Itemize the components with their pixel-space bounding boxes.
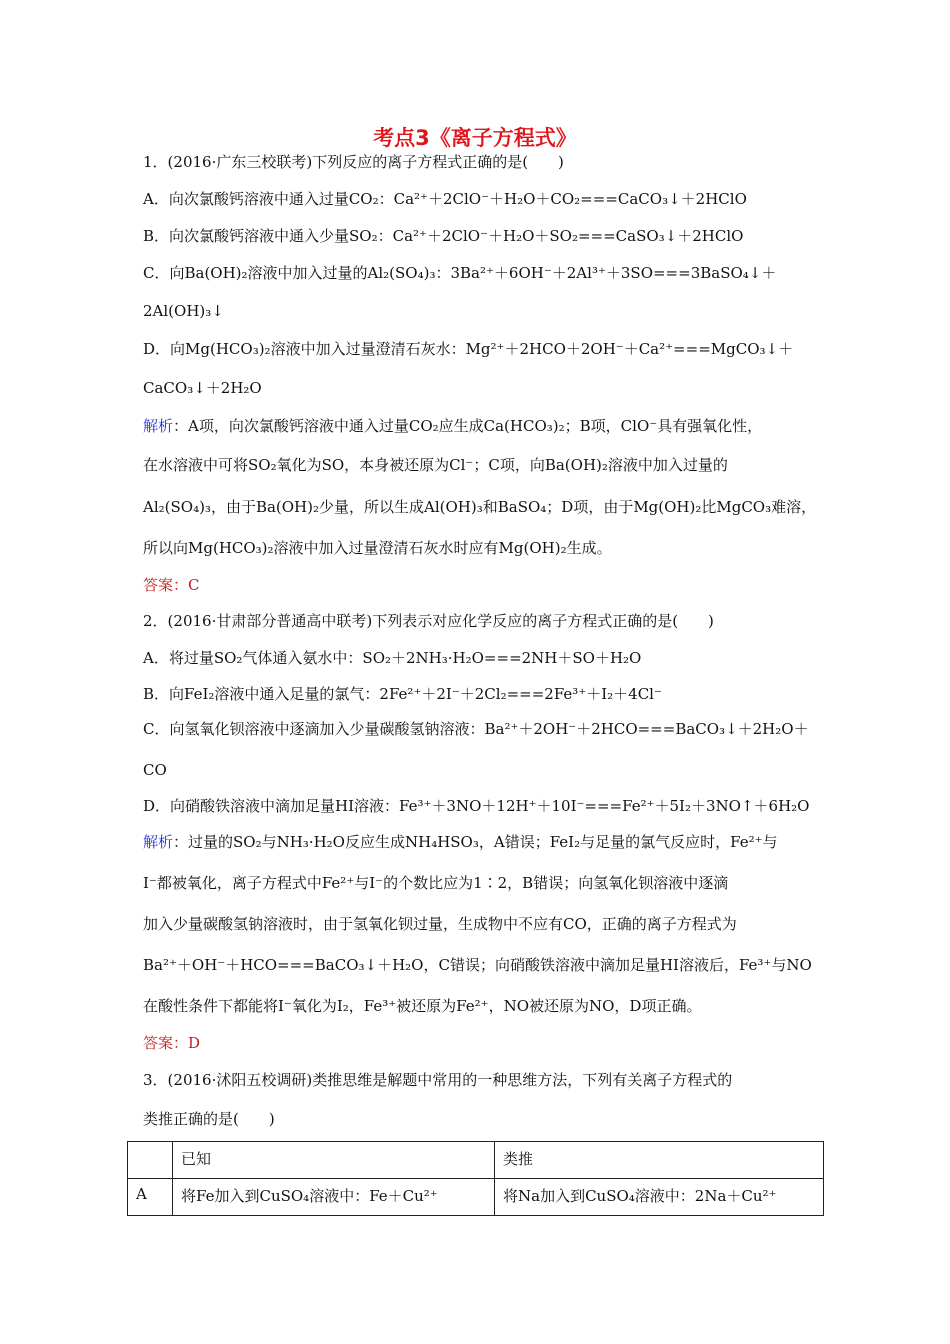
q1-option-d-line1: D．向Mg(HCO₃)₂溶液中加入过量澄清石灰水：Mg²⁺＋2HCO＋2OH⁻＋Ca²⁺===MgCO₃↓＋: [143, 340, 794, 358]
q2-option-d: D．向硝酸铁溶液中滴加足量HI溶液：Fe³⁺＋3NO＋12H⁺＋10I⁻===Fe²⁺＋5I₂＋3NO↑＋6H₂O: [143, 797, 810, 815]
table-row-label: A: [128, 1179, 173, 1216]
table-header-infer: 类推: [495, 1142, 824, 1179]
q1-stem: 1．(2016·广东三校联考)下列反应的离子方程式正确的是( ): [143, 153, 564, 171]
q2-stem: 2．(2016·甘肃部分普通高中联考)下列表示对应化学反应的离子方程式正确的是( ): [143, 612, 714, 630]
q1-option-c-line2: 2Al(OH)₃↓: [143, 302, 224, 320]
q2-explanation-text1: ：过量的SO₂与NH₃·H₂O反应生成NH₄HSO₃，A错误；FeI₂与足量的氯气反应时，Fe²⁺与: [173, 833, 778, 851]
q1-answer: 答案：C: [143, 576, 200, 594]
q2-option-c-line1: C．向氢氧化钡溶液中逐滴加入少量碳酸氢钠溶液：Ba²⁺＋2OH⁻＋2HCO===BaCO₃↓＋2H₂O＋: [143, 720, 809, 738]
q3-stem-line1: 3．(2016·沭阳五校调研)类推思维是解题中常用的一种思维方法，下列有关离子方程式的: [143, 1071, 733, 1089]
table-corner-cell: [128, 1142, 173, 1179]
q1-option-b: B．向次氯酸钙溶液中通入少量SO₂：Ca²⁺＋2ClO⁻＋H₂O＋SO₂===CaSO₃↓＋2HClO: [143, 227, 744, 245]
q1-option-d-line2: CaCO₃↓＋2H₂O: [143, 379, 262, 397]
table-row: [128, 1142, 824, 1179]
q3-table: [127, 1141, 824, 1216]
q2-explanation-line1: [143, 832, 778, 852]
q2-explanation-line4: Ba²⁺＋OH⁻＋HCO===BaCO₃↓＋H₂O，C错误；向硝酸铁溶液中滴加足量HI溶液后，Fe³⁺与NO: [143, 956, 812, 974]
table-row: [128, 1179, 824, 1216]
q2-answer: 答案：D: [143, 1034, 201, 1052]
q2-explanation-line2: I⁻都被氧化，离子方程式中Fe²⁺与I⁻的个数比应为1∶2，B错误；向氢氧化钡溶液中逐滴: [143, 874, 729, 892]
q2-option-b: B．向FeI₂溶液中通入足量的氯气：2Fe²⁺＋2I⁻＋2Cl₂===2Fe³⁺＋I₂＋4Cl⁻: [143, 685, 662, 703]
q1-option-a: A．向次氯酸钙溶液中通入过量CO₂：Ca²⁺＋2ClO⁻＋H₂O＋CO₂===CaCO₃↓＋2HClO: [143, 190, 747, 208]
q2-explanation-label: 解析: [143, 833, 174, 851]
q1-explanation-line4: 所以向Mg(HCO₃)₂溶液中加入过量澄清石灰水时应有Mg(OH)₂生成。: [143, 539, 612, 557]
table-cell-infer: 将Na加入到CuSO₄溶液中：2Na＋Cu²⁺: [495, 1179, 824, 1216]
q1-explanation-text1: ：A项，向次氯酸钙溶液中通入过量CO₂应生成Ca(HCO₃)₂；B项，ClO⁻具有强氧化性，: [173, 417, 763, 435]
q2-explanation-line3: 加入少量碳酸氢钠溶液时，由于氢氧化钡过量，生成物中不应有CO，正确的离子方程式为: [143, 915, 737, 933]
q2-explanation-line5: 在酸性条件下都能将I⁻氧化为I₂，Fe³⁺被还原为Fe²⁺，NO被还原为NO，D项正确。: [143, 997, 702, 1015]
q1-explanation-label: 解析: [143, 417, 174, 435]
q2-option-a: A．将过量SO₂气体通入氨水中：SO₂＋2NH₃·H₂O===2NH＋SO＋H₂O: [143, 649, 642, 667]
q1-explanation-line3: Al₂(SO₄)₃，由于Ba(OH)₂少量，所以生成Al(OH)₃和BaSO₄；D项，由于Mg(OH)₂比MgCO₃难溶，: [143, 498, 817, 516]
table-header-known: 已知: [173, 1142, 495, 1179]
table-cell-known: 将Fe加入到CuSO₄溶液中：Fe＋Cu²⁺: [173, 1179, 495, 1216]
q2-option-c-line2: CO: [143, 761, 167, 779]
q1-explanation-line2: 在水溶液中可将SO₂氧化为SO，本身被还原为Cl⁻；C项，向Ba(OH)₂溶液中加入过量的: [143, 456, 728, 474]
q1-explanation-line1: [143, 416, 762, 436]
page-title: 考点3《离子方程式》: [373, 126, 577, 150]
q1-option-c-line1: C．向Ba(OH)₂溶液中加入过量的Al₂(SO₄)₃：3Ba²⁺＋6OH⁻＋2Al³⁺＋3SO===3BaSO₄↓＋: [143, 264, 777, 282]
q3-stem-line2: 类推正确的是( ): [143, 1110, 275, 1128]
